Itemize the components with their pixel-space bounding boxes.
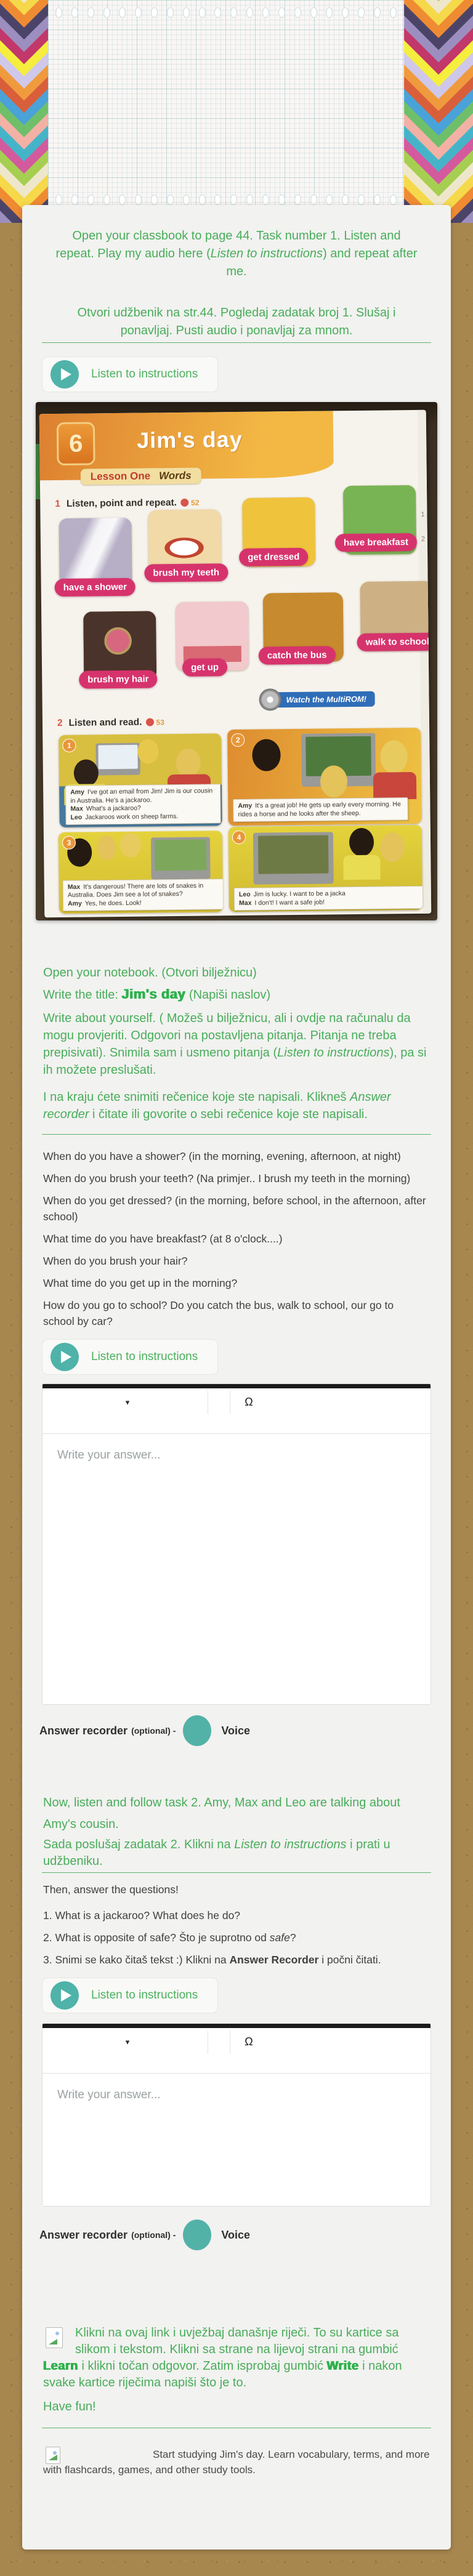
dialog-line — [71, 812, 216, 822]
punch-hole — [151, 7, 158, 18]
question-text2: i počni čitati. — [318, 1954, 381, 1966]
punch-hole — [167, 195, 174, 205]
audio-player-listen-1[interactable] — [42, 356, 218, 392]
question-item — [43, 1952, 430, 1968]
voice-label: Voice — [221, 1724, 251, 1737]
special-character-omega-button[interactable]: Ω — [245, 1396, 253, 1408]
question-item: What time do you get up in the morning? — [43, 1277, 238, 1289]
chevron-ribbon-right — [404, 0, 473, 223]
panel-number-badge: 4 — [232, 831, 246, 844]
task1-track-number: 52 — [190, 498, 200, 507]
lesson-topic: Words — [159, 469, 192, 482]
multirom-label: Watch the MultiROM! — [275, 691, 375, 707]
task2-number: 2 — [57, 717, 63, 729]
instructions-english-italic: Listen to instructions — [210, 247, 323, 260]
punch-hole — [199, 7, 206, 18]
punch-hole — [390, 195, 397, 205]
dialog-text: What's a jackaroo? — [86, 804, 141, 813]
notebook-para1 — [43, 1010, 430, 1079]
multirom-banner — [259, 688, 375, 711]
special-character-omega-button[interactable]: Ω — [245, 2035, 253, 2048]
play-icon[interactable] — [51, 360, 79, 388]
question-bold: Answer Recorder — [229, 1954, 319, 1966]
punch-hole — [167, 7, 174, 18]
play-triangle-icon — [61, 1989, 71, 2002]
speaker-icon — [145, 718, 153, 726]
dialog-text: It's dangerous! There are lots of snakes in Australia. Does Jim see a lot of snakes? — [67, 882, 204, 899]
dialog-text: It's a great job! He gets up early every morning. He rides a horse and he looks after the sheep. — [238, 800, 401, 818]
format-dropdown-caret-icon[interactable]: ▾ — [125, 1398, 130, 1407]
speaker-name: Amy — [238, 802, 253, 810]
comic-panel-3 — [59, 831, 223, 914]
punch-hole — [103, 7, 110, 18]
punch-hole — [214, 195, 221, 205]
have-fun-line: Have fun! — [43, 2400, 96, 2413]
question-item: 1. What is a jackaroo? What does he do? — [43, 1909, 241, 1922]
format-dropdown-caret-icon[interactable]: ▾ — [125, 2037, 130, 2047]
dialog-line — [239, 897, 421, 908]
quizlet-embed-line — [22, 2447, 451, 2477]
task2-text: Listen and read. — [68, 717, 142, 728]
punch-hole — [294, 7, 301, 18]
comic-panel-2 — [227, 728, 422, 826]
punch-hole — [342, 195, 349, 205]
vocab-label: brush my hair — [79, 670, 157, 688]
question-item: How do you go to school? Do you catch the bus, walk to school, our go to school by car? — [43, 1299, 394, 1327]
punch-hole — [374, 7, 381, 18]
page-edge-numbers: 1 2 — [418, 410, 432, 914]
audio-player-listen-2[interactable] — [42, 1339, 218, 1375]
answer-recorder-row-1 — [39, 1716, 451, 1745]
question-item: When do you brush your hair? — [43, 1255, 188, 1267]
audio-player-label: Listen to instructions — [91, 1989, 198, 2002]
task1-line — [55, 497, 199, 510]
punch-hole — [151, 195, 158, 205]
voice-label: Voice — [221, 2228, 251, 2241]
punch-hole — [183, 195, 190, 205]
audio-player-label: Listen to instructions — [91, 368, 198, 380]
character-head — [137, 739, 158, 763]
cd-disc-icon — [259, 688, 281, 710]
dialog-line — [68, 898, 222, 908]
chevron-left-half — [404, 0, 439, 223]
notebook-instructions — [22, 962, 451, 1123]
answer-placeholder: Write your answer... — [57, 2088, 161, 2101]
question-item: What time do you have breakfast? (at 8 o'clock....) — [43, 1233, 283, 1245]
panel-number-badge: 1 — [62, 739, 76, 752]
character-head — [349, 828, 374, 856]
vocab-label: have breakfast — [335, 533, 417, 552]
question-item: When do you have a shower? (in the morning, evening, afternoon, at night) — [43, 1150, 401, 1162]
audio-player-label: Listen to instructions — [91, 1350, 198, 1363]
punch-hole — [246, 7, 253, 18]
dialog-box-3 — [63, 879, 224, 911]
question-text: 2. What is opposite of safe? Što je suprotno od — [43, 1931, 270, 1944]
learn-button-word: Learn — [43, 2359, 78, 2373]
editor-toolbar — [42, 1388, 431, 1434]
section-divider — [42, 342, 431, 343]
punch-hole — [119, 195, 126, 205]
answer-editor-1 — [42, 1383, 431, 1705]
speaker-name: Max — [67, 883, 81, 891]
laptop-screen — [99, 745, 138, 769]
laptop-screen — [155, 840, 207, 871]
punch-hole — [310, 7, 317, 18]
punch-hole — [326, 195, 333, 205]
lesson-tab — [81, 468, 201, 485]
punch-hole — [230, 7, 237, 18]
dialog-text: Jackaroos work on sheep farms. — [85, 812, 179, 821]
lesson-name: Lesson One — [90, 470, 151, 483]
notebook-line2 — [43, 983, 430, 1006]
task1-number: 1 — [55, 498, 60, 510]
character-head — [320, 765, 348, 797]
unit-number: 6 — [57, 422, 95, 465]
notebook-para1-text: Write about yourself. ( Možeš u bilježnicu, ali i ovdje na računalu da mogu provjeriti. Odgovori na postavljena pitanja. Pitanja ne treba prepisivati). Snimila sam i usmeno pitanja ( — [43, 1012, 411, 1060]
play-triangle-icon — [61, 368, 71, 380]
character-body — [373, 772, 416, 800]
notebook-para2-italic: Answer recorder — [43, 1090, 391, 1121]
editor-top-bar — [42, 1384, 431, 1388]
question-item — [43, 1930, 430, 1946]
instructions-english-text: Open your classbook to page 44. Task number 1. Listen and repeat. Play my audio here ( — [55, 229, 401, 260]
punch-holes-bottom — [55, 195, 397, 205]
speaker-name: Max — [239, 899, 252, 907]
notebook-para1-text2: ), pa si ih možete preslušati. — [43, 1046, 427, 1077]
punch-hole — [358, 195, 365, 205]
notebook-line1: Open your notebook. (Otvori bilježnicu) — [43, 966, 257, 980]
answer-textarea-1[interactable] — [42, 1434, 431, 1704]
punch-hole — [230, 195, 237, 205]
punch-hole — [135, 7, 142, 18]
answer-editor-2 — [42, 2023, 431, 2207]
laptop-illustration — [151, 837, 211, 879]
panel-number-badge: 3 — [62, 836, 76, 850]
dialog-text: I don't! I want a safe job! — [254, 898, 325, 907]
dialog-line — [238, 800, 403, 819]
vocab-label: get up — [182, 658, 227, 677]
punch-hole — [262, 7, 269, 18]
vocab-label: have a shower — [55, 578, 136, 597]
task2-croatian-text: Sada poslušaj zadatak 2. Klikni na — [43, 1838, 235, 1851]
panel-number-badge: 2 — [231, 733, 245, 747]
speaker-name: Leo — [70, 813, 83, 821]
chevron-ribbon-left — [0, 0, 48, 223]
broken-image-icon[interactable] — [46, 2447, 60, 2464]
editor-toolbar — [42, 2028, 431, 2074]
character-head — [176, 749, 200, 777]
vocab-image-have-a-shower — [59, 518, 132, 587]
laptop-illustration — [95, 743, 140, 776]
comic-panel-1 — [59, 733, 222, 827]
record-voice-button[interactable] — [183, 2220, 211, 2250]
punch-hole — [246, 195, 253, 205]
decorative-header — [0, 0, 473, 223]
questions-block-1 — [22, 1148, 451, 1329]
play-triangle-icon — [61, 1351, 71, 1363]
play-icon[interactable] — [51, 1343, 79, 1371]
character-head — [380, 740, 408, 773]
answer-placeholder: Write your answer... — [57, 1449, 161, 1462]
punch-hole — [55, 7, 62, 18]
punch-hole — [103, 195, 110, 205]
punch-hole — [342, 7, 349, 18]
recorder-label: Answer recorder — [39, 1724, 128, 1737]
write-button-word: Write — [326, 2359, 359, 2373]
character-head — [120, 833, 141, 858]
then-answer-line: Then, answer the questions! — [43, 1883, 179, 1896]
editor-top-bar — [42, 2024, 431, 2028]
punch-hole — [55, 195, 62, 205]
task2-croatian — [43, 1837, 430, 1870]
dialog-box-4 — [234, 886, 422, 911]
grid-paper-background — [48, 0, 404, 212]
laptop-screen — [258, 835, 329, 874]
audio-player-listen-3[interactable] — [42, 1978, 218, 2013]
speaker-name: Max — [70, 805, 83, 813]
notebook-line2-post: (Napiši naslov) — [185, 988, 271, 1002]
question-text2: ? — [289, 1931, 296, 1944]
question-item: When do you brush your teeth? (Na primjer.. I brush my teeth in the morning) — [43, 1172, 411, 1185]
dialog-box-1 — [65, 784, 221, 825]
punch-hole — [119, 7, 126, 18]
vocab-label: get dressed — [239, 548, 309, 566]
question-text: 3. Snimi se kako čitaš tekst :) Klikni na — [43, 1954, 230, 1966]
punch-hole — [71, 195, 78, 205]
punch-hole — [199, 195, 206, 205]
chevron-right-half — [439, 0, 473, 223]
punch-hole — [358, 7, 365, 18]
punch-hole — [262, 195, 269, 205]
punch-hole — [87, 195, 94, 205]
textbook-page — [39, 410, 432, 918]
chevron-left-half — [0, 0, 24, 223]
punch-hole — [214, 7, 221, 18]
section-divider — [42, 1134, 431, 1135]
dialog-line — [68, 882, 222, 900]
character-body — [343, 855, 380, 880]
task2-croatian-italic: Listen to instructions — [234, 1838, 347, 1851]
textbook-photo — [36, 402, 437, 920]
task2-croatian-text2: i prati u udžbeniku. — [43, 1838, 390, 1868]
questions-block-2 — [22, 1907, 451, 1968]
quizlet-description: Start studying Jim's day. Learn vocabulary, terms, and more with flashcards, games, and other study tools. — [43, 2449, 430, 2476]
recorder-optional-label: (optional) - — [131, 1726, 176, 1736]
dialog-line — [70, 787, 216, 805]
dialog-box-2 — [233, 797, 408, 822]
record-voice-button[interactable] — [183, 1715, 211, 1746]
answer-textarea-2[interactable] — [42, 2074, 431, 2206]
dialog-text: I've got an email from Jim! Jim is our cousin in Australia. He's a jackaroo. — [70, 787, 213, 805]
vocab-label: walk to school — [357, 633, 431, 651]
vocab-label: brush my teeth — [144, 563, 228, 582]
speaker-name: Amy — [70, 788, 84, 796]
instructions-croatian: Otvori udžbenik na str.44. Pogledaj zadatak broj 1. Slušaj i ponavljaj. Pusti audio i ponavljaj za mnom. — [77, 306, 396, 337]
instructions-english-text2: ) and repeat after me. — [226, 247, 418, 278]
broken-image-icon[interactable] — [46, 2327, 63, 2348]
punch-hole — [278, 195, 285, 205]
recorder-label: Answer recorder — [39, 2228, 128, 2241]
notebook-para1-italic: Listen to instructions — [277, 1046, 390, 1060]
speaker-name: Leo — [238, 890, 251, 898]
flashcards-text3: i nakon svake kartice riječima napiši što je to. — [43, 2359, 402, 2389]
notebook-para2 — [43, 1089, 430, 1123]
punch-hole — [374, 195, 381, 205]
task2-english: Now, listen and follow task 2. Amy, Max and Leo are talking about Amy's cousin. — [43, 1796, 400, 1831]
notebook-line2-pre: Write the title: — [43, 988, 122, 1002]
speaker-name: Amy — [67, 900, 82, 908]
punch-hole — [326, 7, 333, 18]
laptop-illustration — [253, 832, 334, 884]
worksheet-card — [22, 205, 451, 2550]
punch-hole — [71, 7, 78, 18]
flashcards-text[interactable]: Klikni na ovaj link i uvježbaj današnje riječi. To su kartice sa slikom i tekstom. Klikni sa strane na lijevoj strani na gumbić — [75, 2326, 399, 2356]
task1-text: Listen, point and repeat. — [66, 497, 177, 509]
question-italic: safe — [269, 1931, 290, 1944]
comic-panel-4 — [228, 825, 422, 912]
speaker-icon — [180, 499, 188, 507]
recorder-optional-label: (optional) - — [131, 2230, 176, 2240]
flashcards-text2: i klikni točan odgovor. Zatim isprobaj gumbić — [78, 2359, 327, 2373]
dialog-text: Jim is lucky. I want to be a jacka — [253, 890, 346, 898]
question-item: When do you get dressed? (in the morning, before school, in the afternoon, after school) — [43, 1194, 426, 1223]
punch-hole — [135, 195, 142, 205]
notebook-para2-text: I na kraju ćete snimiti rečenice koje ste napisali. Klikneš — [43, 1090, 350, 1104]
punch-hole — [310, 195, 317, 205]
character-head — [97, 835, 116, 860]
punch-hole — [390, 7, 397, 18]
notebook-para2-text2: i čitate ili govorite o sebi rečenice koje ste napisali. — [89, 1108, 368, 1121]
dialog-text: Yes, he does. Look! — [84, 899, 142, 908]
instructions-english — [55, 227, 418, 281]
punch-holes-top — [55, 7, 397, 18]
vocab-label: catch the bus — [259, 646, 336, 664]
section-divider — [42, 1872, 431, 1873]
task2-instructions — [22, 1792, 451, 1870]
unit-title: Jim's day — [136, 426, 243, 453]
character-head — [252, 739, 281, 771]
task2-line — [57, 717, 164, 729]
punch-hole — [294, 195, 301, 205]
chevron-right-half — [24, 0, 48, 223]
character-head — [74, 759, 99, 786]
punch-hole — [87, 7, 94, 18]
flashcards-paragraph — [22, 2325, 451, 2391]
answer-recorder-row-2 — [39, 2220, 451, 2250]
task2-track-number: 53 — [156, 718, 164, 727]
punch-hole — [183, 7, 190, 18]
character-head — [380, 832, 405, 862]
punch-hole — [278, 7, 285, 18]
play-icon[interactable] — [51, 1981, 79, 2010]
notebook-title-word: Jim's day — [121, 986, 186, 1002]
